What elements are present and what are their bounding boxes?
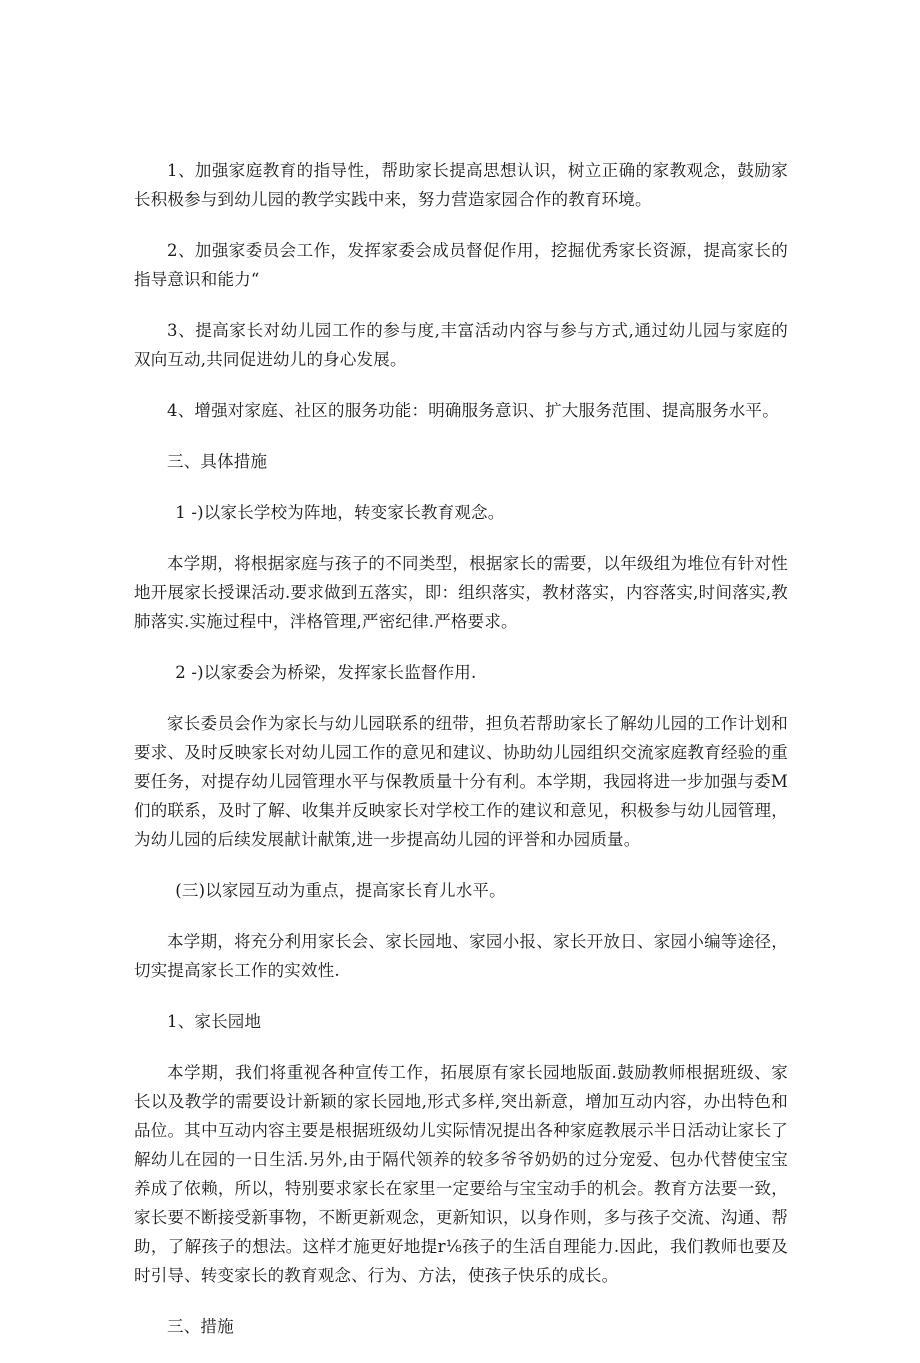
section-heading-measures-2: 三、措施 — [167, 1317, 234, 1336]
paragraph-goal-2: 2、加强家委员会工作，发挥家委会成员督促作用，挖掘优秀家长资源，提高家长的指导意识和能力“ — [134, 241, 788, 289]
subheading-parent-corner: 1、家长园地 — [167, 1012, 262, 1031]
paragraph-parent-corner: 本学期，我们将重视各种宣传工作，拓展原有家长园地版面.鼓励教师根据班级、家长以及教学的需要设计新颖的家长园地,形式多样,突出新意，增加互动内容，办出特色和品位。其中互动内容主要是根据班级幼儿实际情况提出各种家庭教展示半日活动让家长了解幼儿在园的一日生活.另外,由于隔代领养的较多爷爷奶奶的过分宠爱、包办代替使宝宝养成了依赖，所以，特别要求家长在家里一定要给与宝宝动手的机会。教育方法要一致，家长要不断接受新事物，不断更新观念，更新知识，以身作则，多与孩子交流、沟通、帮助，了解孩子的想法。这样才施更好地提r⅛孩子的生活自理能力.因此，我们教师也要及时引导、转变家长的教育观念、行为、方法，使孩子快乐的成长。 — [134, 1063, 788, 1285]
paragraph-goal-1: 1、加强家庭教育的指导性，帮助家长提高思想认识，树立正确的家教观念，鼓励家长积极参与到幼儿园的教学实践中来，努力营造家园合作的教育环境。 — [134, 161, 788, 209]
document-body — [134, 156, 788, 1363]
subheading-parent-committee: 2 -)以家委会为桥梁，发挥家长监督作用. — [175, 663, 477, 682]
section-heading-measures: 三、具体措施 — [167, 452, 268, 471]
paragraph-goal-4: 4、增强对家庭、社区的服务功能：明确服务意识、扩大服务范围、提高服务水平。 — [167, 401, 779, 420]
subheading-home-interaction: (三)以家园互动为重点，提高家长育儿水平。 — [175, 881, 506, 900]
subheading-parent-school: 1 -)以家长学校为阵地，转变家长教育观念。 — [175, 503, 505, 522]
paragraph-home-interaction: 本学期，将充分利用家长会、家长园地、家园小报、家长开放日、家园小编等途径，切实提高家长工作的实效性. — [134, 932, 788, 980]
paragraph-parent-committee: 家长委员会作为家长与幼儿园联系的纽带，担负若帮助家长了解幼儿园的工作计划和要求、及时反映家长对幼儿园工作的意见和建议、协助幼儿园组织交流家庭教育经验的重要任务，对提存幼儿园管理水平与保教质量十分有利。本学期，我园将进一步加强与委M们的联系，及时了解、收集并反映家长对学校工作的建议和意见，积极参与幼儿园管理，为幼儿园的后续发展献计献策,进一步提高幼儿园的评誉和办园质量。 — [134, 714, 788, 849]
paragraph-parent-school: 本学期，将根据家庭与孩子的不同类型，根据家长的需要，以年级组为堆位有针对性地开展家长授课活动.要求做到五落实，即：组织落实，教材落实，内容落实,时间落实,教肺落实.实施过程中，泮格管理,严密纪律.严格要求。 — [134, 554, 788, 631]
paragraph-goal-3: 3、提高家长对幼儿园工作的参与度,丰富活动内容与参与方式,通过幼儿园与家庭的双向互动,共同促进幼儿的身心发展。 — [134, 321, 788, 369]
